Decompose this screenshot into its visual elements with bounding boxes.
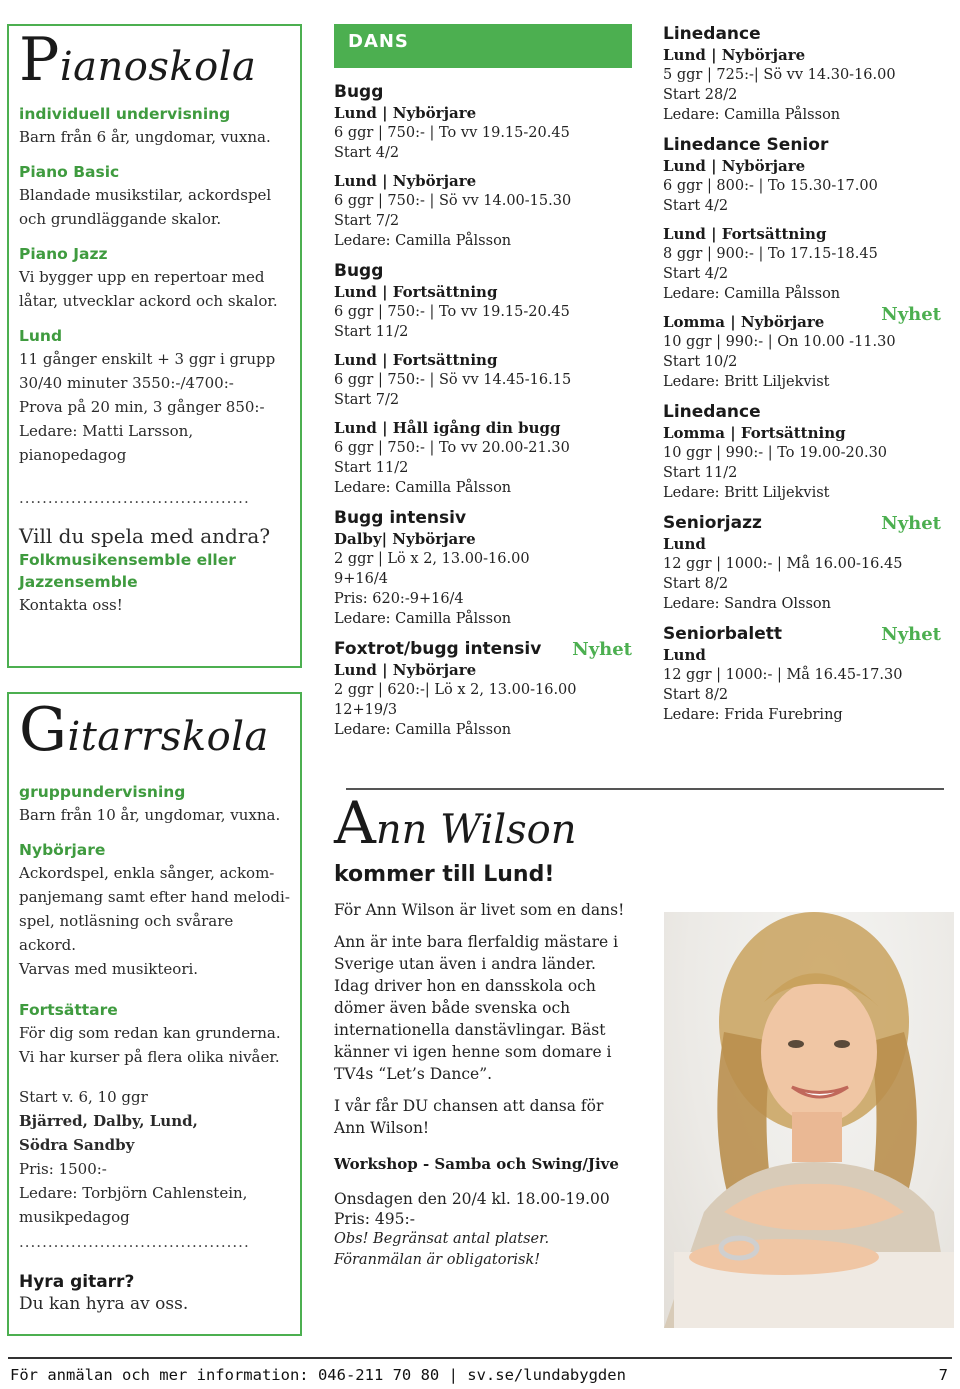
dans-header: DANS	[334, 24, 632, 68]
dance-session	[334, 282, 632, 342]
nyhet-badge: Nyhet	[572, 639, 632, 660]
dance-class	[663, 513, 941, 614]
session-detail: 2 ggr | 620:-| Lö x 2, 13.00-16.00	[334, 682, 577, 698]
session-detail: 6 ggr | 800:- | To 15.30-17.00	[663, 178, 878, 194]
gitarr-nyborjare-text: Ackordspel, enkla sånger, ackom-	[19, 864, 275, 882]
dance-session	[663, 423, 941, 503]
gitarr-places: Södra Sandby	[19, 1136, 135, 1154]
ensemble-question: Vill du spela med andra?	[19, 524, 271, 548]
session-detail: 10 ggr | 990:- | On 10.00 -11.30	[663, 334, 896, 350]
workshop-date: Onsdagen den 20/4 kl. 18.00-19.00	[334, 1190, 610, 1208]
piano-jazz-text: låtar, utvecklar ackord och skalor.	[19, 292, 278, 310]
divider-dots: ........................................	[19, 489, 250, 507]
session-detail: 9+16/4	[334, 571, 388, 587]
piano-jazz-title: Piano Jazz	[19, 245, 108, 263]
piano-leader: pianopedagog	[19, 446, 127, 464]
gitarr-places: Bjärred, Dalby, Lund,	[19, 1112, 198, 1130]
dance-session	[334, 103, 632, 163]
ann-paragraph: Ann är inte bara flerfaldig mästare i Sverige utan även i andra länder. Idag driver hon en dansskola och dömer även både svenska och internationella danstävlingar. Bäst känner vi igen henne som domare i TV4s “Let’s Dance”.	[334, 933, 619, 1083]
dans-classes	[334, 82, 632, 740]
gitarr-nyborjare-title: Nybörjare	[19, 841, 106, 859]
gitarrskola-title: Gitarrskola	[19, 695, 269, 765]
dance-class	[334, 508, 632, 629]
session-detail: 8 ggr | 900:- | To 17.15-18.45	[663, 246, 878, 262]
dance-class	[663, 24, 941, 125]
ann-wilson-section	[334, 789, 634, 1271]
gitarr-fortsattare-text: Vi har kurser på flera olika nivåer.	[19, 1048, 280, 1066]
gitarr-nyborjare-text: Varvas med musikteori.	[19, 960, 199, 978]
gitarr-leader: Ledare: Torbjörn Cahlenstein,	[19, 1184, 248, 1202]
session-location-level: Lund | Nybörjare	[334, 661, 477, 679]
ensemble-contact: Kontakta oss!	[19, 596, 123, 614]
dance-class-title: Linedance	[663, 402, 761, 422]
session-detail: 6 ggr | 750:- | To vv 19.15-20.45	[334, 304, 570, 320]
section-divider	[346, 788, 944, 790]
piano-basic-text: Blandade musikstilar, ackordspel	[19, 186, 272, 204]
dance-class-title: Linedance Senior	[663, 135, 829, 155]
page-number: 7	[938, 1366, 948, 1384]
dance-session	[334, 418, 632, 498]
workshop-note: Obs! Begränsat antal platser.	[334, 1231, 550, 1247]
piano-lund-text: 11 gånger enskilt + 3 ggr i grupp	[19, 350, 276, 368]
session-location-level: Lund | Håll igång din bugg	[334, 419, 561, 437]
session-detail: 6 ggr | 750:- | Sö vv 14.45-16.15	[334, 372, 572, 388]
dance-class-title: Linedance	[663, 24, 761, 44]
dance-class	[334, 261, 632, 498]
session-detail: 6 ggr | 750:- | To vv 20.00-21.30	[334, 440, 570, 456]
dance-class-title: Bugg	[334, 82, 384, 102]
dans-column	[334, 24, 632, 740]
session-detail: Ledare: Camilla Pålsson	[334, 233, 512, 249]
dance-session	[663, 45, 941, 125]
piano-basic-title: Piano Basic	[19, 163, 120, 181]
session-location-level: Lomma | Fortsättning	[663, 424, 846, 442]
nyhet-badge: Nyhet	[881, 624, 941, 645]
session-location-level: Lund	[663, 646, 706, 664]
gitarr-start: Start v. 6, 10 ggr	[19, 1088, 148, 1106]
ann-title: Ann Wilson	[334, 789, 577, 857]
session-detail: Ledare: Frida Furebring	[663, 707, 843, 723]
session-location-level: Lund | Fortsättning	[663, 225, 827, 243]
ensemble-title: Jazzensemble	[19, 573, 138, 591]
session-detail: Ledare: Camilla Pålsson	[334, 611, 512, 627]
dance-session	[663, 224, 941, 304]
session-location-level: Lund | Fortsättning	[334, 351, 498, 369]
portrait-illustration	[664, 912, 954, 1328]
pianoskola-title: Pianoskola	[19, 25, 257, 95]
gitarr-nyborjare-text: spel, notläsning och svårare ackord.	[19, 912, 234, 954]
session-detail: Start 11/2	[663, 465, 738, 481]
session-detail: 6 ggr | 750:- | To vv 19.15-20.45	[334, 125, 570, 141]
workshop-title: Workshop - Samba och Swing/Jive	[334, 1155, 619, 1173]
dance-class	[663, 135, 941, 392]
pianoskola-box	[7, 24, 302, 668]
gitarr-subtitle: gruppundervisning	[19, 783, 186, 801]
dance-session	[334, 660, 632, 740]
divider-dots: ........................................	[19, 1233, 250, 1251]
dance-session	[663, 534, 941, 614]
dance-class-title: Seniorjazz	[663, 513, 762, 533]
nyhet-badge: Nyhet	[881, 304, 941, 325]
dance-class	[663, 402, 941, 503]
dance-session	[334, 350, 632, 410]
gitarr-nyborjare-text: panjemang samt efter hand melodi-	[19, 888, 290, 906]
hire-question: Hyra gitarr?	[19, 1272, 135, 1292]
piano-jazz-text: Vi bygger upp en repertoar med	[19, 268, 265, 286]
session-detail: Start 10/2	[663, 354, 738, 370]
right-column	[663, 24, 941, 725]
hire-answer: Du kan hyra av oss.	[19, 1294, 189, 1314]
session-detail: Ledare: Camilla Pålsson	[663, 286, 841, 302]
dance-class	[663, 624, 941, 725]
piano-lund-text: 30/40 minuter 3550:-/4700:-	[19, 374, 234, 392]
session-detail: 12 ggr | 1000:- | Må 16.45-17.30	[663, 667, 903, 683]
piano-audience: Barn från 6 år, ungdomar, vuxna.	[19, 128, 271, 146]
session-detail: Start 4/2	[663, 198, 729, 214]
right-classes	[663, 24, 941, 725]
session-detail: Start 11/2	[334, 460, 409, 476]
dance-class-title: Foxtrot/bugg intensiv	[334, 639, 542, 659]
piano-leader: Ledare: Matti Larsson,	[19, 422, 194, 440]
ann-paragraph: I vår får DU chansen att dansa för Ann Wilson!	[334, 1097, 604, 1137]
session-detail: Start 28/2	[663, 87, 738, 103]
gitarr-price: Pris: 1500:-	[19, 1160, 107, 1178]
session-detail: Start 8/2	[663, 687, 729, 703]
dance-session	[663, 645, 941, 725]
session-detail: 12 ggr | 1000:- | Må 16.00-16.45	[663, 556, 903, 572]
session-detail: Ledare: Sandra Olsson	[663, 596, 832, 612]
session-detail: 5 ggr | 725:-| Sö vv 14.30-16.00	[663, 67, 896, 83]
session-detail: Ledare: Britt Liljekvist	[663, 374, 830, 390]
piano-subtitle: individuell undervisning	[19, 105, 231, 123]
session-detail: Start 7/2	[334, 392, 400, 408]
session-location-level: Lund | Nybörjare	[663, 46, 806, 64]
dance-session	[334, 529, 632, 629]
session-detail: 2 ggr | Lö x 2, 13.00-16.00	[334, 551, 530, 567]
session-detail: Ledare: Britt Liljekvist	[663, 485, 830, 501]
dance-class-title: Bugg intensiv	[334, 508, 467, 528]
session-detail: Start 11/2	[334, 324, 409, 340]
session-location-level: Lund | Nybörjare	[663, 157, 806, 175]
ann-wilson-photo	[664, 912, 954, 1328]
session-location-level: Lund | Nybörjare	[334, 172, 477, 190]
workshop-price: Pris: 495:-	[334, 1210, 415, 1228]
session-detail: 10 ggr | 990:- | To 19.00-20.30	[663, 445, 888, 461]
session-location-level: Dalby| Nybörjare	[334, 530, 476, 548]
session-location-level: Lund | Fortsättning	[334, 283, 498, 301]
footer-rule	[8, 1357, 952, 1359]
session-detail: Start 4/2	[334, 145, 400, 161]
session-detail: Start 7/2	[334, 213, 400, 229]
session-detail: Ledare: Camilla Pålsson	[663, 107, 841, 123]
session-location-level: Lund | Nybörjare	[334, 104, 477, 122]
dance-session	[663, 156, 941, 216]
gitarr-leader: musikpedagog	[19, 1208, 130, 1226]
session-detail: 6 ggr | 750:- | Sö vv 14.00-15.30	[334, 193, 572, 209]
gitarrskola-box	[7, 692, 302, 1336]
ann-subtitle: kommer till Lund!	[334, 862, 555, 887]
ensemble-title: Folkmusikensemble eller	[19, 551, 236, 569]
session-detail: 12+19/3	[334, 702, 398, 718]
dance-class	[334, 82, 632, 251]
session-detail: Start 4/2	[663, 266, 729, 282]
dance-class-title: Bugg	[334, 261, 384, 281]
gitarr-fortsattare-title: Fortsättare	[19, 1001, 118, 1019]
session-location-level: Lund	[663, 535, 706, 553]
workshop-note: Föranmälan är obligatorisk!	[334, 1252, 541, 1268]
piano-basic-text: och grundläggande skalor.	[19, 210, 222, 228]
gitarr-audience: Barn från 10 år, ungdomar, vuxna.	[19, 806, 281, 824]
session-detail: Ledare: Camilla Pålsson	[334, 480, 512, 496]
footer-contact: För anmälan och mer information: 046-211 70 80 | sv.se/lundabygden	[10, 1366, 626, 1384]
dance-session	[663, 304, 941, 392]
dance-class	[334, 639, 632, 740]
gitarr-fortsattare-text: För dig som redan kan grunderna.	[19, 1024, 281, 1042]
dance-class-title: Seniorbalett	[663, 624, 783, 644]
session-detail: Start 8/2	[663, 576, 729, 592]
session-detail: Pris: 620:-9+16/4	[334, 591, 464, 607]
ann-paragraph: För Ann Wilson är livet som en dans!	[334, 901, 625, 919]
piano-lund-text: Prova på 20 min, 3 gånger 850:-	[19, 398, 265, 416]
nyhet-badge: Nyhet	[881, 513, 941, 534]
session-detail: Ledare: Camilla Pålsson	[334, 722, 512, 738]
session-location-level: Lomma | Nybörjare	[663, 313, 825, 331]
dance-session	[334, 171, 632, 251]
piano-lund-title: Lund	[19, 327, 63, 345]
